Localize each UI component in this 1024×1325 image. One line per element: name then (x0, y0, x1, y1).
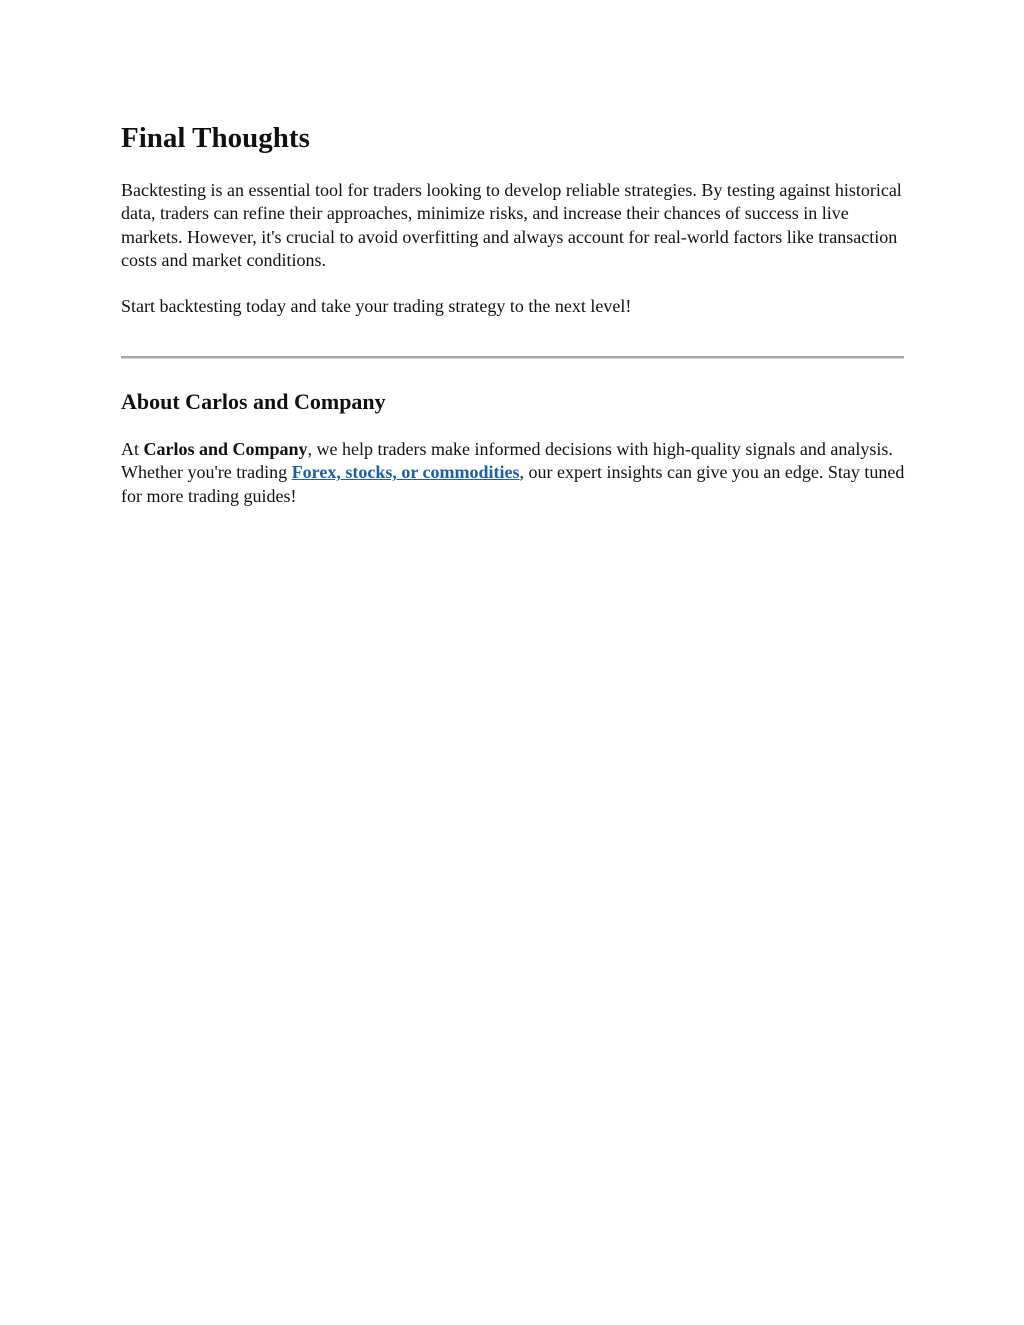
call-to-action-paragraph: Start backtesting today and take your trading strategy to the next level! (121, 296, 632, 316)
about-text-after-link: , our expert insights can give you an edge. Stay tuned for more trading guides! (121, 462, 905, 506)
company-name: Carlos and Company (143, 439, 308, 459)
final-thoughts-heading: Final Thoughts (121, 122, 310, 154)
horizontal-divider (121, 356, 904, 359)
about-paragraph (121, 438, 906, 508)
markets-link[interactable]: Forex, stocks, or commodities (291, 462, 520, 483)
about-heading: About Carlos and Company (121, 389, 386, 414)
final-thoughts-paragraph: Backtesting is an essential tool for traders looking to develop reliable strategies. By testing against historical data, traders can refine their approaches, minimize risks, and increase their chances of success in live markets. However, it's crucial to avoid overfitting and always account for real-world factors like transaction costs and market conditions. (121, 180, 902, 270)
about-text-before-link: , we help traders make informed decisions with high-quality signals and analysis. Whether you're trading (121, 439, 893, 483)
about-intro-text: At (121, 439, 144, 459)
